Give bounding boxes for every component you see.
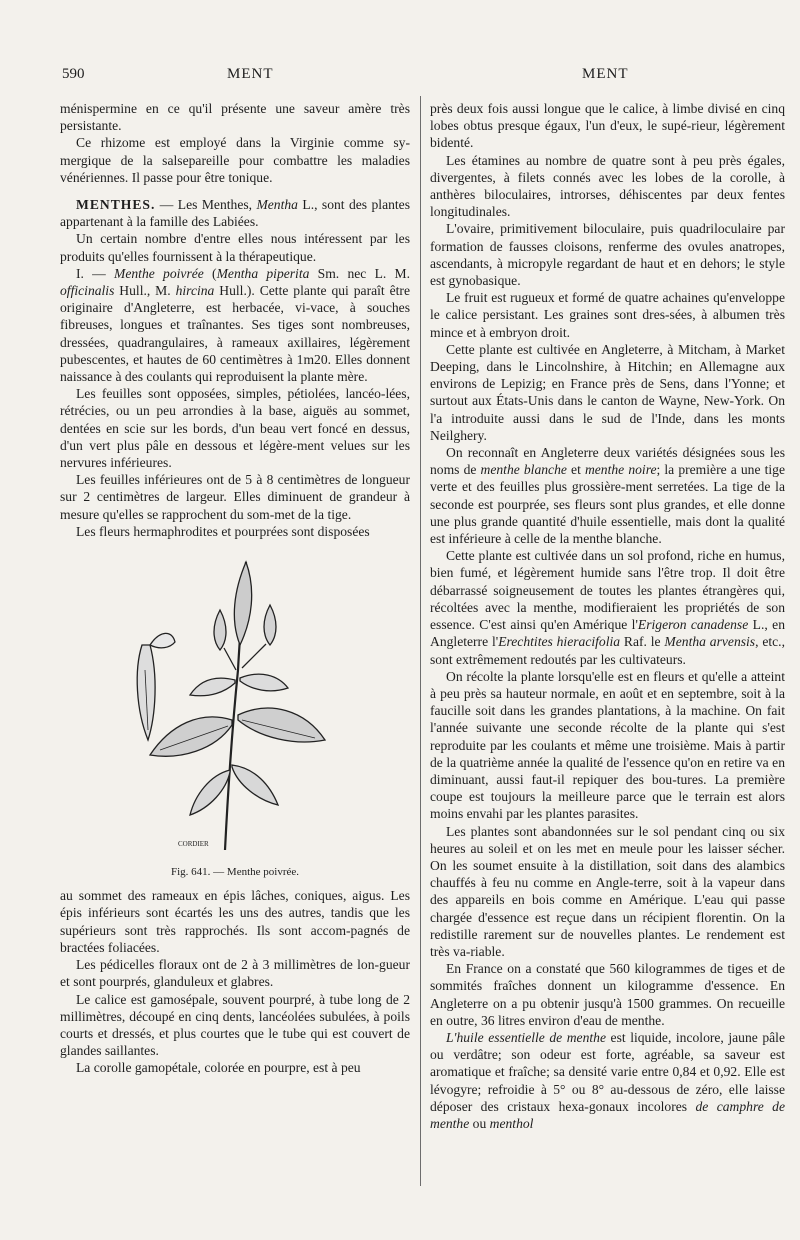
paragraph: Un certain nombre d'entre elles nous intéressent par les produits qu'elles fournissent à la thérapeutique. <box>60 231 410 264</box>
paragraph: Le fruit est rugueux et formé de quatre achaines qu'enveloppe le calice persistant. Les graines sont dres-sées, à albumen très mince et à embryon droit. <box>430 290 785 340</box>
paragraph: Le calice est gamosépale, souvent pourpré, à tube long de 2 millimètres, découpé en cinq dents, lancéolées subulées, à poils courts et dressés, et plus courtes que le tube qui est couvert de glandes saillantes. <box>60 991 410 1059</box>
paragraph: Les étamines au nombre de quatre sont à peu près égales, divergentes, à filets connés avec les lobes de la corolle, à anthères biloculaires, introrses, déhiscentes par deux fentes longitudinales. <box>430 152 785 220</box>
leaf <box>190 770 230 815</box>
page-number: 590 <box>62 66 85 82</box>
paragraph: L'ovaire, primitivement biloculaire, puis quadriloculaire par formation de fausses cloisons, renferme des ovules anatropes, ascendants, à micropyle regardant de haut et en dehors; le style est gynobasique. <box>430 221 785 289</box>
figure-641 <box>60 550 410 881</box>
paragraph: En France on a constaté que 560 kilogrammes de tiges et de sommités fraîches donnent un kilogramme d'essence. En Angleterre on a pu obtenir jusqu'à 1500 grammes. On recueille en outre, 36 litres environ d'eau de menthe. <box>430 961 785 1028</box>
leaf <box>232 765 278 805</box>
paragraph: On récolte la plante lorsqu'elle est en fleurs et qu'elle a atteint à peu près sa hauteur normale, en août et en septembre, soit à la faucille soit dans les grandes plantations, à la machine. On fait l'année suivante une seconde récolte de la plante qui s'est reproduite par les coulants et même une troisième. Mais à partir de la quatrième année la qualité de l'essence qu'on en retire va en diminuant, aussi faut-il repiquer des bou-tures. La première coupe est toujours la meilleure parce que le terrain est alors moins envahi par les plantes parasites. <box>430 668 785 822</box>
paragraph: Les plantes sont abandonnées sur le sol pendant cinq ou six heures au soleil et on les met en meule pour les laisser sécher. On les soumet ensuite à la distillation, soit dans des alambics chauffés à feu nu comme en Angle-terre, soit à la vapeur dans des appareils en bois comme en Amérique. L'eau qui passe chargée d'essence est reçue dans un récipient florentin. On la redistille rarement sur de nouvelles plantes. Le rendement est très va-riable. <box>430 823 785 959</box>
engraver-signature: CORDIER <box>178 840 209 849</box>
peppermint-illustration <box>120 550 350 862</box>
entry-headword: MENTHES. <box>76 197 156 213</box>
paragraph: Les fleurs hermaphrodites et pourprées sont disposées <box>76 523 370 539</box>
entry-menthe-poivree: I. — Menthe poivrée (Mentha piperita Sm. nec L. M. officinalis Hull., M. hircina Hull.). Cette plante qui paraît être originaire d'Angleterre, est herbacée, vi-vace, à souches fibreuses, longues et traînantes. Ses tiges sont nombreuses, dressées, quadrangulaires, à rameaux axillaires, légèrement pubescentes, et hautes de 60 centimètres à 1m20. Elles donnent naissance à des coulants qui reproduisent la plante mère. <box>60 265 410 385</box>
leaf <box>150 717 232 756</box>
column-divider <box>420 96 421 1186</box>
right-running-title: MENT <box>582 66 629 82</box>
running-head <box>62 66 738 88</box>
right-column <box>430 100 785 1168</box>
paragraph: L'huile essentielle de menthe est liquide, incolore, jaune pâle ou verdâtre; son odeur est forte, agréable, sa saveur est aromatique et fraîche; sa densité varie entre 0,84 et 0,92. Elle est lévogyre; refroidie à 5° ou 8° au-dessous de zéro, elle laisse déposer des cristaux hexa-gonaux incolores de camphre de menthe ou menthol <box>430 1029 785 1131</box>
flower-spike <box>234 562 251 645</box>
paragraph: Cette plante est cultivée en Angleterre, à Mitcham, à Market Deeping, dans le Lincolnshire, à Hitchin; en Allemagne aux environs de Lepizig; en France près de Sens, dans l'Yonne; et surtout aux États-Unis dans le canton de Wayne, New-York. On l'a introduite aussi dans le sud de l'Inde, dans les monts Neilghery. <box>430 341 785 443</box>
paragraph: près deux fois aussi longue que le calice, à limbe divisé en cinq lobes obtus presque égaux, l'un d'eux, le supé-rieur, légèrement bidenté. <box>430 101 785 151</box>
paragraph: Ce rhizome est employé dans la Virginie comme sy-mergique de la salsepareille pour combattre les maladies vénériennes. Il passe pour être tonique. <box>60 135 410 185</box>
left-running-title: MENT <box>227 66 274 82</box>
paragraph: Les pédicelles floraux ont de 2 à 3 millimètres de lon-gueur et sont pourprés, glanduleux et glabres. <box>60 957 410 990</box>
figure-caption: Fig. 641. — Menthe poivrée. <box>170 866 299 879</box>
entry-menthes: MENTHES. — Les Menthes, Mentha L., sont des plantes appartenant à la famille des Labiées. <box>60 197 410 230</box>
paragraph: Les feuilles sont opposées, simples, pétiolées, lancéo-lées, rétrécies, ou un peu arrondies à la base, aiguës au sommet, dentées en scie sur les bords, d'un beau vert foncé en dessus, d'un vert plus pâle en dessous et légère-ment velues sur les nervures inférieures. <box>60 386 410 471</box>
paragraph: Cette plante est cultivée dans un sol profond, riche en humus, bien fumé, et légèrement humide sans l'être trop. Il doit être débarrassé soigneusement de toutes les plantes étrangères qui, récoltées avec la menthe, modifieraient les propriétés de son essence. C'est ainsi qu'en Amérique l'Erigeron canadense L., en Angleterre l'Erechtites hieracifolia Raf. le Mentha arvensis, etc., sont extrêmement redoutés par les cultivateurs. <box>430 548 785 667</box>
leaf <box>190 678 235 696</box>
paragraph: Les feuilles inférieures ont de 5 à 8 centimètres de longueur sur 2 centimètres de largeur. Elles diminuent de grandeur à mesure qu'elles se rapprochent du som-met de la tige. <box>60 472 410 522</box>
paragraph: On reconnaît en Angleterre deux variétés désignées sous les noms de menthe blanche et menthe noire; la première a une tige verte et des feuilles plus grossière-ment serretées. La tige de la seconde est pourprée, ses fleurs sont plus grandes, et elle donne une plus grande quantité d'huile essentielle, mais dont la qualité est inférieure à celle de la menthe blanche. <box>430 445 785 547</box>
paragraph: La corolle gamopétale, colorée en pourpre, est à peu <box>76 1060 361 1076</box>
leaf <box>240 674 288 691</box>
paragraph: au sommet des rameaux en épis lâches, coniques, aigus. Les épis inférieurs sont écartés les uns des autres, tandis que les supérieurs sont très rapprochés. Ils sont accom-pagnés de bractées foliacées. <box>60 888 410 955</box>
left-column <box>60 100 410 1168</box>
paragraph: ménispermine en ce qu'il présente une saveur amère très persistante. <box>60 101 410 134</box>
